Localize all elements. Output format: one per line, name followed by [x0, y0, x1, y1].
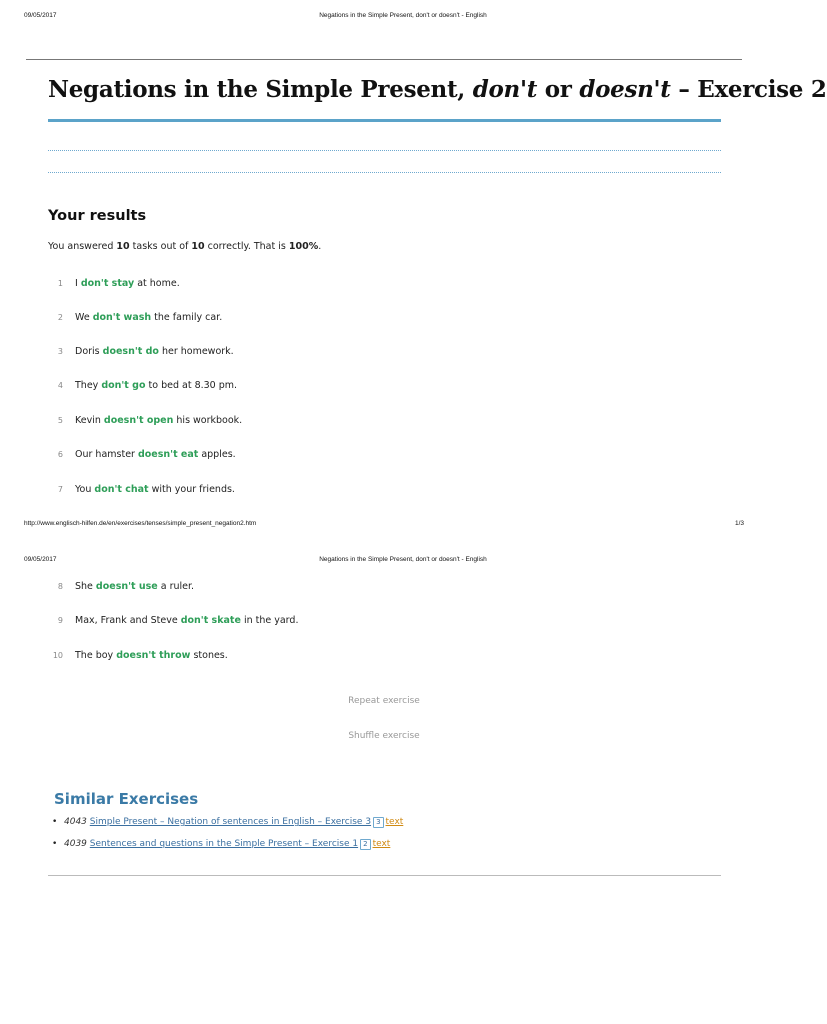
exercise-item — [48, 415, 728, 429]
exercise-item — [48, 449, 728, 463]
level-badge: 2 — [360, 839, 370, 850]
item-sentence: We don't wash the family car. — [75, 312, 223, 323]
print-title: Negations in the Simple Present, don't or doesn't - English — [319, 12, 487, 19]
item-number: 9 — [57, 616, 63, 625]
item-answer: don't go — [101, 380, 146, 391]
exercise-item — [48, 346, 728, 360]
print-date: 09/05/2017 — [24, 556, 57, 563]
item-sentence: The boy doesn't throw stones. — [75, 650, 228, 661]
item-number: 1 — [57, 279, 63, 288]
similar-exercise-link[interactable]: Sentences and questions in the Simple Present – Exercise 1 — [89, 839, 359, 849]
similar-exercise-item — [52, 839, 390, 850]
item-answer: doesn't eat — [137, 449, 199, 460]
item-number: 2 — [57, 313, 63, 322]
title-underline — [48, 119, 721, 122]
item-number: 4 — [57, 381, 63, 390]
exercise-code: 4039 — [64, 839, 87, 849]
print-date: 09/05/2017 — [24, 12, 57, 19]
exercise-item — [48, 312, 728, 326]
text-tag-link[interactable]: text — [385, 817, 404, 827]
print-header-page1 — [0, 12, 768, 24]
exercise-item — [48, 278, 728, 292]
item-answer: doesn't open — [103, 415, 174, 426]
text-tag-link[interactable]: text — [372, 839, 391, 849]
item-answer: doesn't throw — [116, 650, 191, 661]
bottom-divider — [48, 875, 721, 876]
bullet-icon: • — [52, 839, 58, 849]
exercise-item — [48, 650, 728, 664]
shuffle-exercise-button[interactable]: Shuffle exercise — [348, 731, 420, 741]
item-sentence: You don't chat with your friends. — [75, 484, 235, 495]
dotted-divider — [48, 150, 721, 151]
item-number: 6 — [57, 450, 63, 459]
item-number: 8 — [57, 582, 63, 591]
page-title: Negations in the Simple Present, don't or doesn't – Exercise 2 — [48, 76, 827, 103]
exercise-item — [48, 380, 728, 394]
item-number: 7 — [57, 485, 63, 494]
print-page-number: 1/3 — [734, 520, 744, 527]
dotted-divider — [48, 172, 721, 173]
exercise-item — [48, 615, 728, 629]
print-url: http://www.englisch-hilfen.de/en/exercises/tenses/simple_present_negation2.htm — [24, 520, 257, 527]
similar-exercise-item — [52, 817, 403, 828]
item-answer: don't chat — [94, 484, 149, 495]
repeat-exercise-button[interactable]: Repeat exercise — [348, 696, 420, 706]
similar-exercise-link[interactable]: Simple Present – Negation of sentences in English – Exercise 3 — [89, 817, 372, 827]
print-title: Negations in the Simple Present, don't or doesn't - English — [319, 556, 487, 563]
item-sentence: She doesn't use a ruler. — [75, 581, 195, 592]
exercise-code: 4043 — [64, 817, 87, 827]
item-answer: don't wash — [92, 312, 152, 323]
item-sentence: Kevin doesn't open his workbook. — [75, 415, 243, 426]
print-footer-page1 — [0, 520, 768, 532]
results-heading: Your results — [48, 208, 147, 224]
item-sentence: They don't go to bed at 8.30 pm. — [75, 380, 238, 391]
exercise-item — [48, 581, 728, 595]
item-answer: don't stay — [80, 278, 135, 289]
level-badge: 3 — [373, 817, 383, 828]
item-answer: doesn't do — [102, 346, 159, 357]
print-header-page2 — [0, 556, 768, 568]
results-summary: You answered 10 tasks out of 10 correctly. That is 100%. — [48, 241, 322, 252]
item-sentence: Doris doesn't do her homework. — [75, 346, 234, 357]
exercise-item — [48, 484, 728, 498]
item-sentence: Max, Frank and Steve don't skate in the yard. — [75, 615, 299, 626]
item-answer: doesn't use — [95, 581, 158, 592]
item-number: 3 — [57, 347, 63, 356]
item-number: 10 — [52, 651, 63, 660]
item-sentence: Our hamster doesn't eat apples. — [75, 449, 236, 460]
bullet-icon: • — [52, 817, 58, 827]
top-divider — [26, 59, 742, 60]
similar-exercises-heading: Similar Exercises — [54, 790, 199, 808]
item-answer: don't skate — [180, 615, 241, 626]
item-sentence: I don't stay at home. — [75, 278, 180, 289]
item-number: 5 — [57, 416, 63, 425]
